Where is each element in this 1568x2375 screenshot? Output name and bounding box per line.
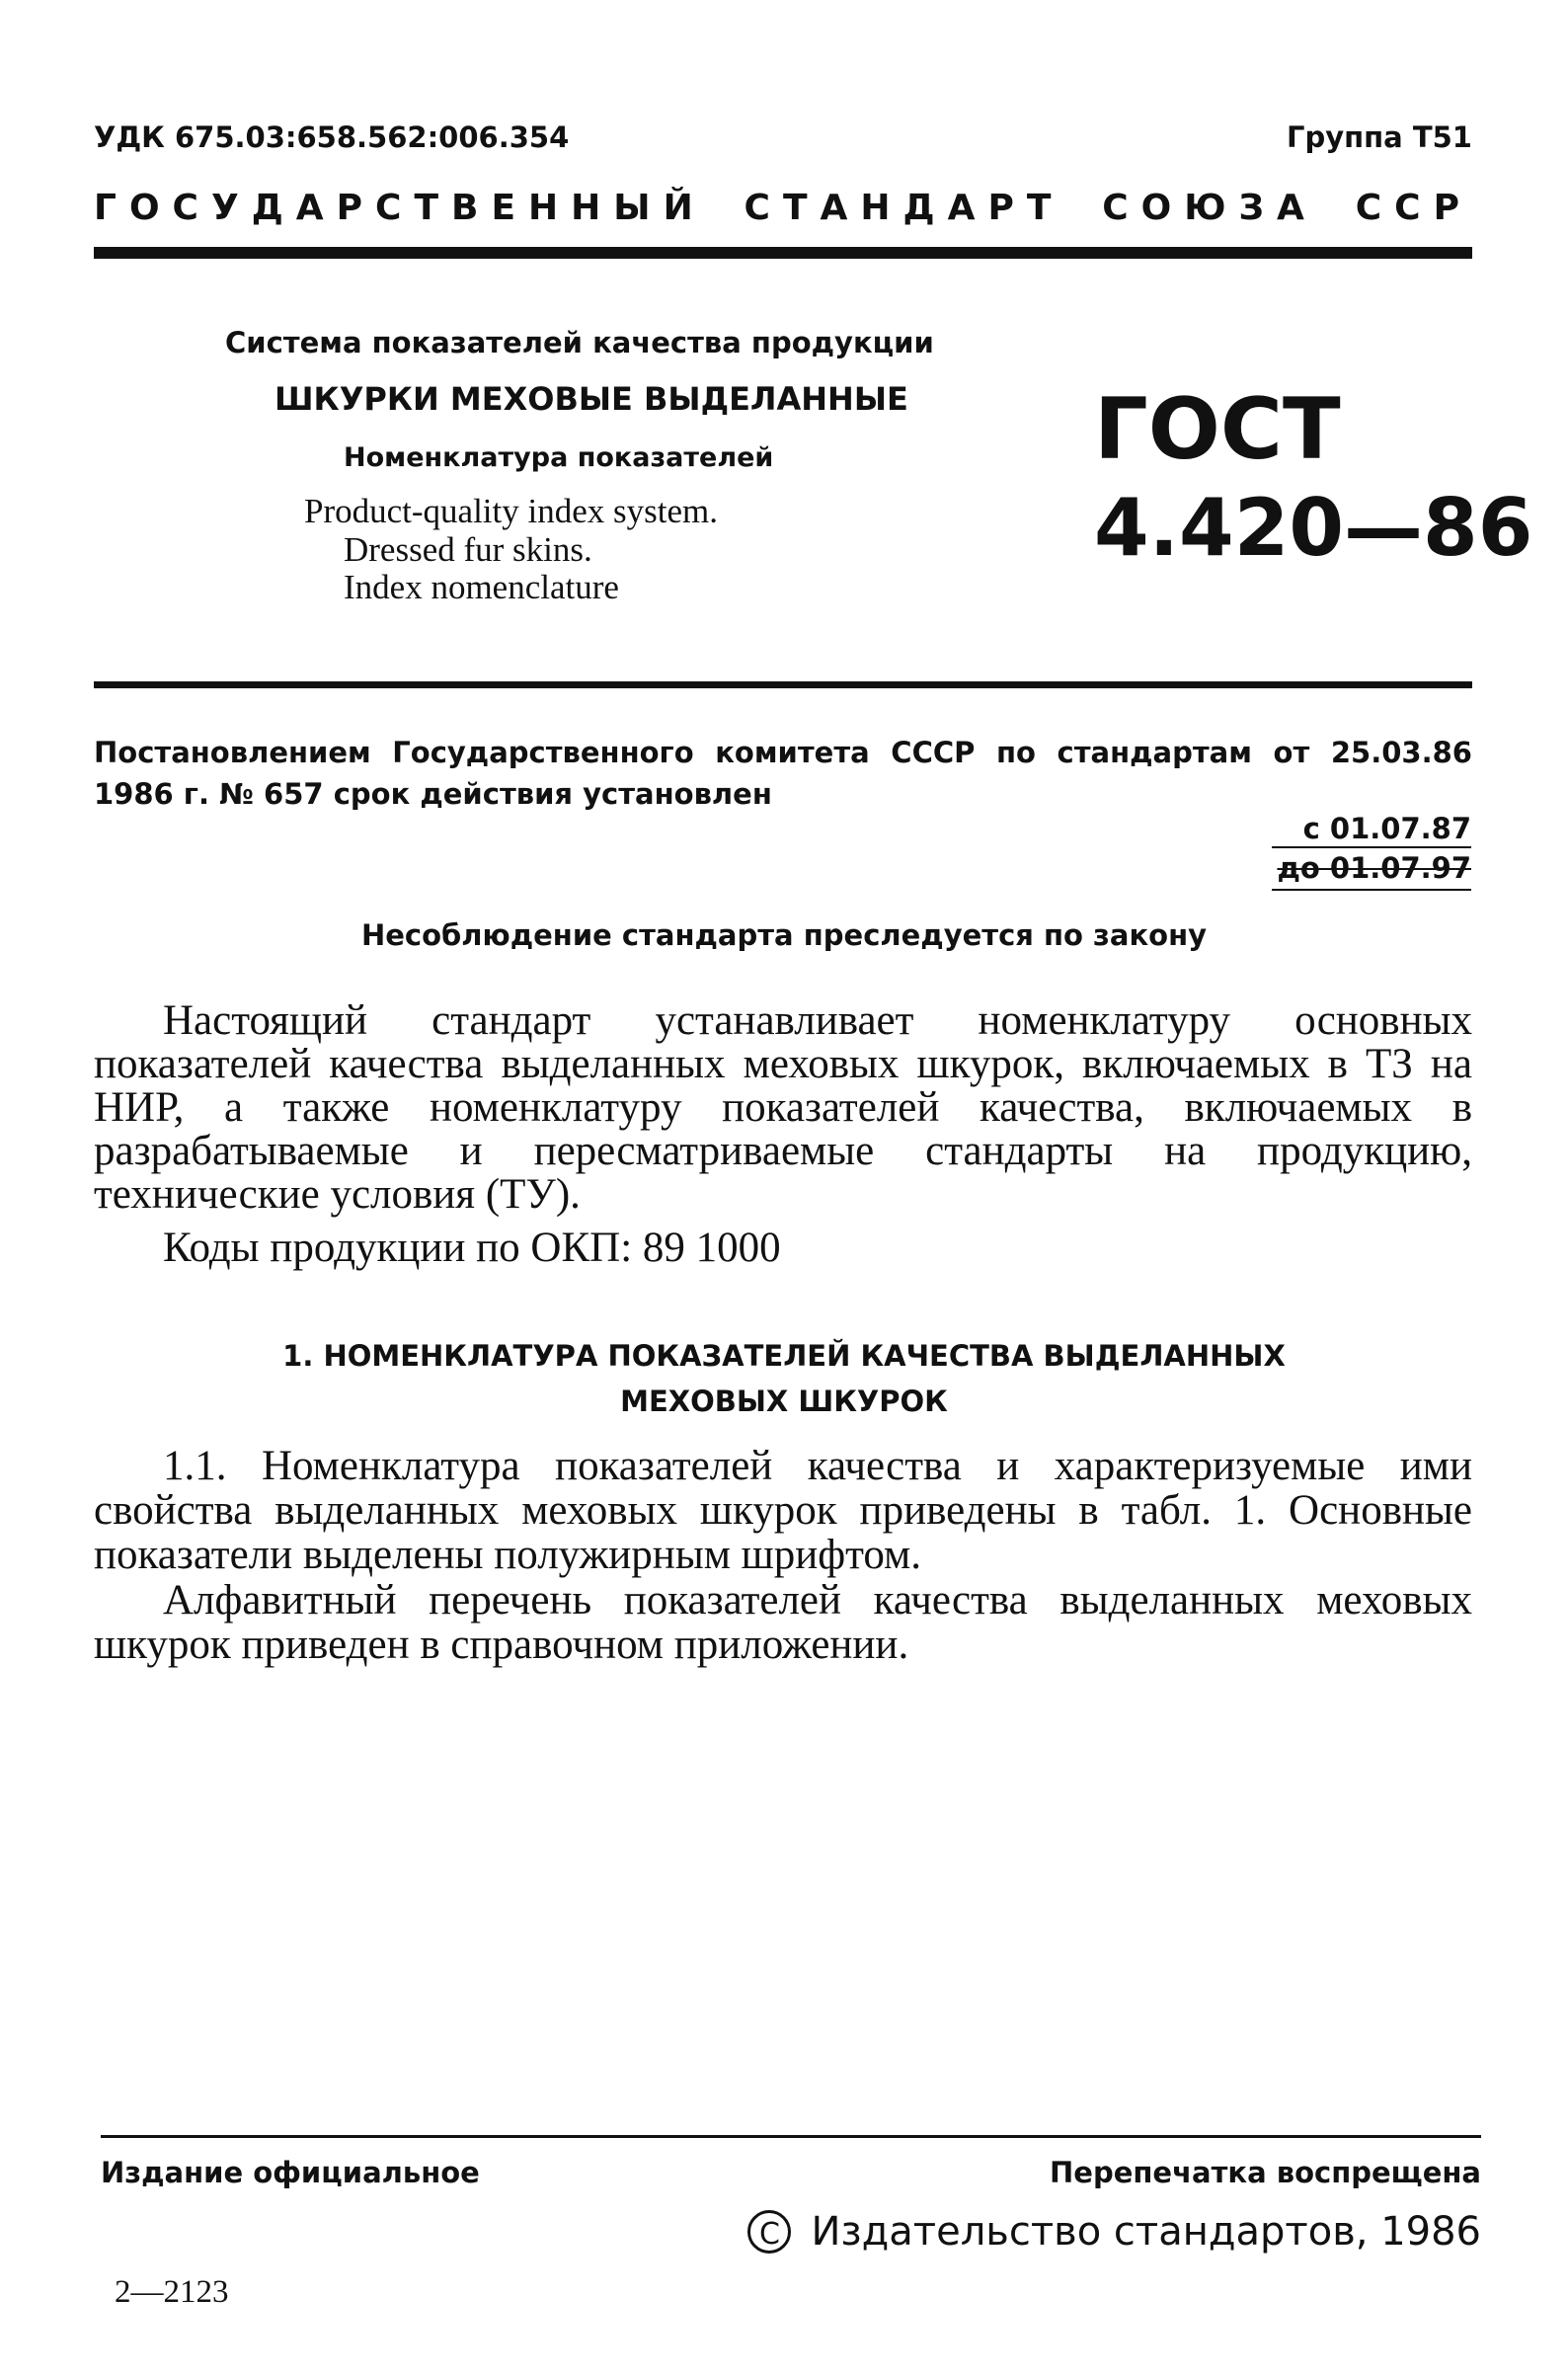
- valid-to-date: до 01.07.97: [1277, 851, 1471, 885]
- gost-label: ГОСТ: [1094, 380, 1341, 479]
- decree-line: 1986 г. № 657 срок действия установлен: [94, 777, 772, 811]
- decree-word: Постановлением: [94, 736, 371, 769]
- decree-word: комитета: [715, 736, 870, 769]
- header-thick-rule: [94, 247, 1472, 259]
- decree-word: по: [995, 736, 1036, 769]
- decree-word: стандартам: [1057, 736, 1252, 769]
- section-heading-line: МЕХОВЫХ ШКУРОК: [620, 1385, 948, 1418]
- paragraph-text: 1.1. Номенклатура показателей качества и характеризуемые ими свойства выделанных меховых шкурок приведены в табл. 1. Основные показатели выделены полужирным шрифтом.: [94, 1443, 1472, 1578]
- decree-date: 25.03.86: [1330, 736, 1472, 769]
- legal-warning: Несоблюдение стандарта преследуется по закону: [360, 918, 1208, 952]
- reprint-note: Перепечатка воспрещена: [1050, 2156, 1481, 2189]
- decree-word: Государственного: [392, 736, 694, 769]
- document-subtitle: Номенклатура показателей: [344, 442, 774, 473]
- state-word: ГОСУДАРСТВЕННЫЙ: [94, 188, 706, 228]
- udk-code: УДК 675.03:658.562:006.354: [94, 120, 570, 154]
- state-word: ССР: [1355, 188, 1472, 228]
- decree-word: от: [1273, 736, 1310, 769]
- paragraph-text: Алфавитный перечень показателей качества выделанных меховых шкурок приведен в справочном приложении.: [94, 1577, 1472, 1668]
- system-title: Система показателей качества продукции: [225, 326, 934, 359]
- gost-number: 4.420—86: [1094, 482, 1533, 574]
- title-block-rule: [94, 681, 1472, 688]
- footer-rule: [101, 2135, 1481, 2138]
- publisher-name: Издательство стандартов, 1986: [811, 2209, 1481, 2255]
- copyright-icon: C: [747, 2210, 791, 2254]
- publisher-line: [747, 2209, 1481, 2255]
- decree-word: СССР: [891, 736, 976, 769]
- group-code: Группа Т51: [1286, 120, 1472, 154]
- paragraph-1-1: [94, 1444, 1472, 1577]
- section-heading: [0, 1333, 1568, 1424]
- date-rule: [1272, 846, 1471, 848]
- sheet-code: 2—2123: [115, 2274, 229, 2310]
- section-heading-line: 1. НОМЕНКЛАТУРА ПОКАЗАТЕЛЕЙ КАЧЕСТВА ВЫДЕЛАННЫХ: [282, 1339, 1286, 1373]
- intro-paragraph: [94, 999, 1472, 1217]
- edition-note: Издание официальное: [101, 2156, 480, 2189]
- document-title: ШКУРКИ МЕХОВЫЕ ВЫДЕЛАННЫЕ: [274, 380, 908, 418]
- english-title-line: Index nomenclature: [344, 568, 619, 606]
- product-codes: Коды продукции по ОКП: 89 1000: [163, 1225, 781, 1271]
- valid-from-date: с 01.07.87: [1302, 812, 1471, 845]
- state-standard-heading: [94, 188, 1472, 228]
- state-word: СОЮЗА: [1102, 188, 1317, 228]
- english-title-line: Product-quality index system.: [304, 492, 718, 530]
- state-word: СТАНДАРТ: [744, 188, 1064, 228]
- english-title-line: Dressed fur skins.: [344, 530, 592, 569]
- date-rule: [1272, 889, 1471, 891]
- decree-line: [94, 736, 1472, 769]
- paragraph-1-2: [94, 1578, 1472, 1667]
- intro-text: Настоящий стандарт устанавливает номенклатуру основных показателей качества выделанных меховых шкурок, включаемых в ТЗ на НИР, а также номенклатуру показателей качества, включаемых в разрабатываемые и пересматриваемые стандарты на продукцию, технические условия (ТУ).: [94, 997, 1472, 1218]
